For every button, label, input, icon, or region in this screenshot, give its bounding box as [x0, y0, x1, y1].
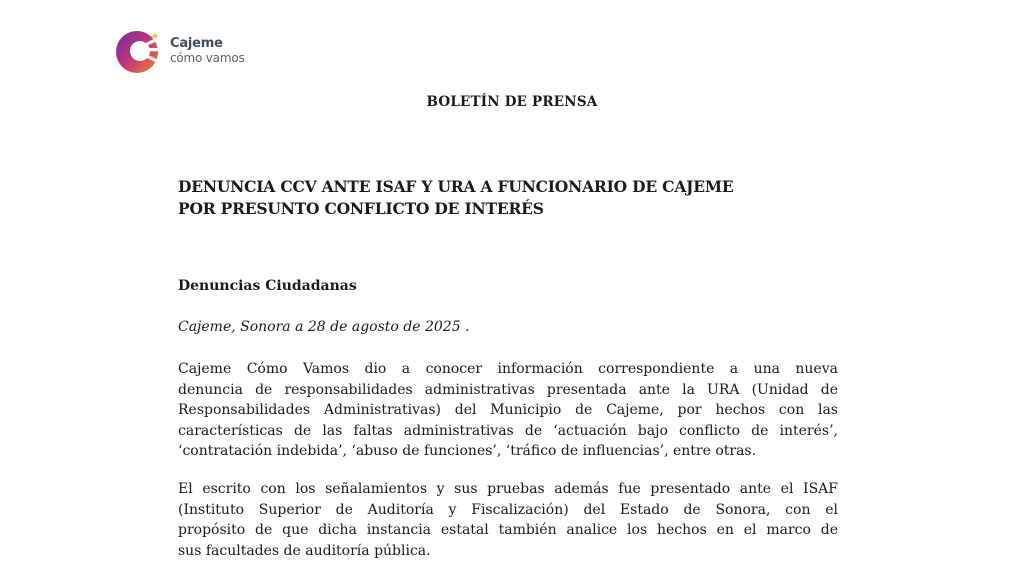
brand-wordmark	[170, 36, 245, 66]
paragraph-line: características de las faltas administrativas de ‘actuación bajo conflicto de interés’,	[178, 422, 838, 439]
headline	[178, 176, 733, 220]
brand-logo	[115, 27, 245, 75]
paragraph-1	[178, 359, 838, 462]
dateline: Cajeme, Sonora a 28 de agosto de 2025 .	[178, 319, 470, 335]
paragraph-line: El escrito con los señalamientos y sus pruebas además fue presentado ante el ISAF	[178, 481, 838, 497]
headline-line: POR PRESUNTO CONFLICTO DE INTERÉS	[178, 199, 544, 218]
paragraph-line: propósito de que dicha instancia estatal también analice los hechos en el marco de	[178, 522, 838, 539]
paragraph-line: sus facultades de auditoría pública.	[178, 542, 431, 559]
paragraph-line: (Instituto Superior de Auditoría y Fiscalización) del Estado de Sonora, con el	[178, 501, 838, 518]
paragraph-line: Responsabilidades Administrativas) del Municipio de Cajeme, por hechos con las	[178, 402, 838, 419]
paragraph-2	[178, 479, 838, 561]
cajeme-logo-icon	[115, 27, 163, 75]
paragraph-line: Cajeme Cómo Vamos dio a conocer información correspondiente a una nueva	[178, 361, 838, 377]
brand-tagline: cómo vamos	[170, 51, 245, 65]
paragraph-line: denuncia de responsabilidades administrativas presentada ante la URA (Unidad de	[178, 381, 838, 398]
subtitle: Denuncias Ciudadanas	[178, 278, 357, 294]
brand-name: Cajeme	[170, 36, 223, 51]
headline-line: DENUNCIA CCV ANTE ISAF Y URA A FUNCIONARIO DE CAJEME	[178, 177, 734, 196]
bulletin-label: BOLETÍN DE PRENSA	[426, 94, 598, 110]
paragraph-line: ‘contratación indebida’, ‘abuso de funciones’, ‘tráfico de influencias’, entre otras.	[178, 443, 757, 460]
